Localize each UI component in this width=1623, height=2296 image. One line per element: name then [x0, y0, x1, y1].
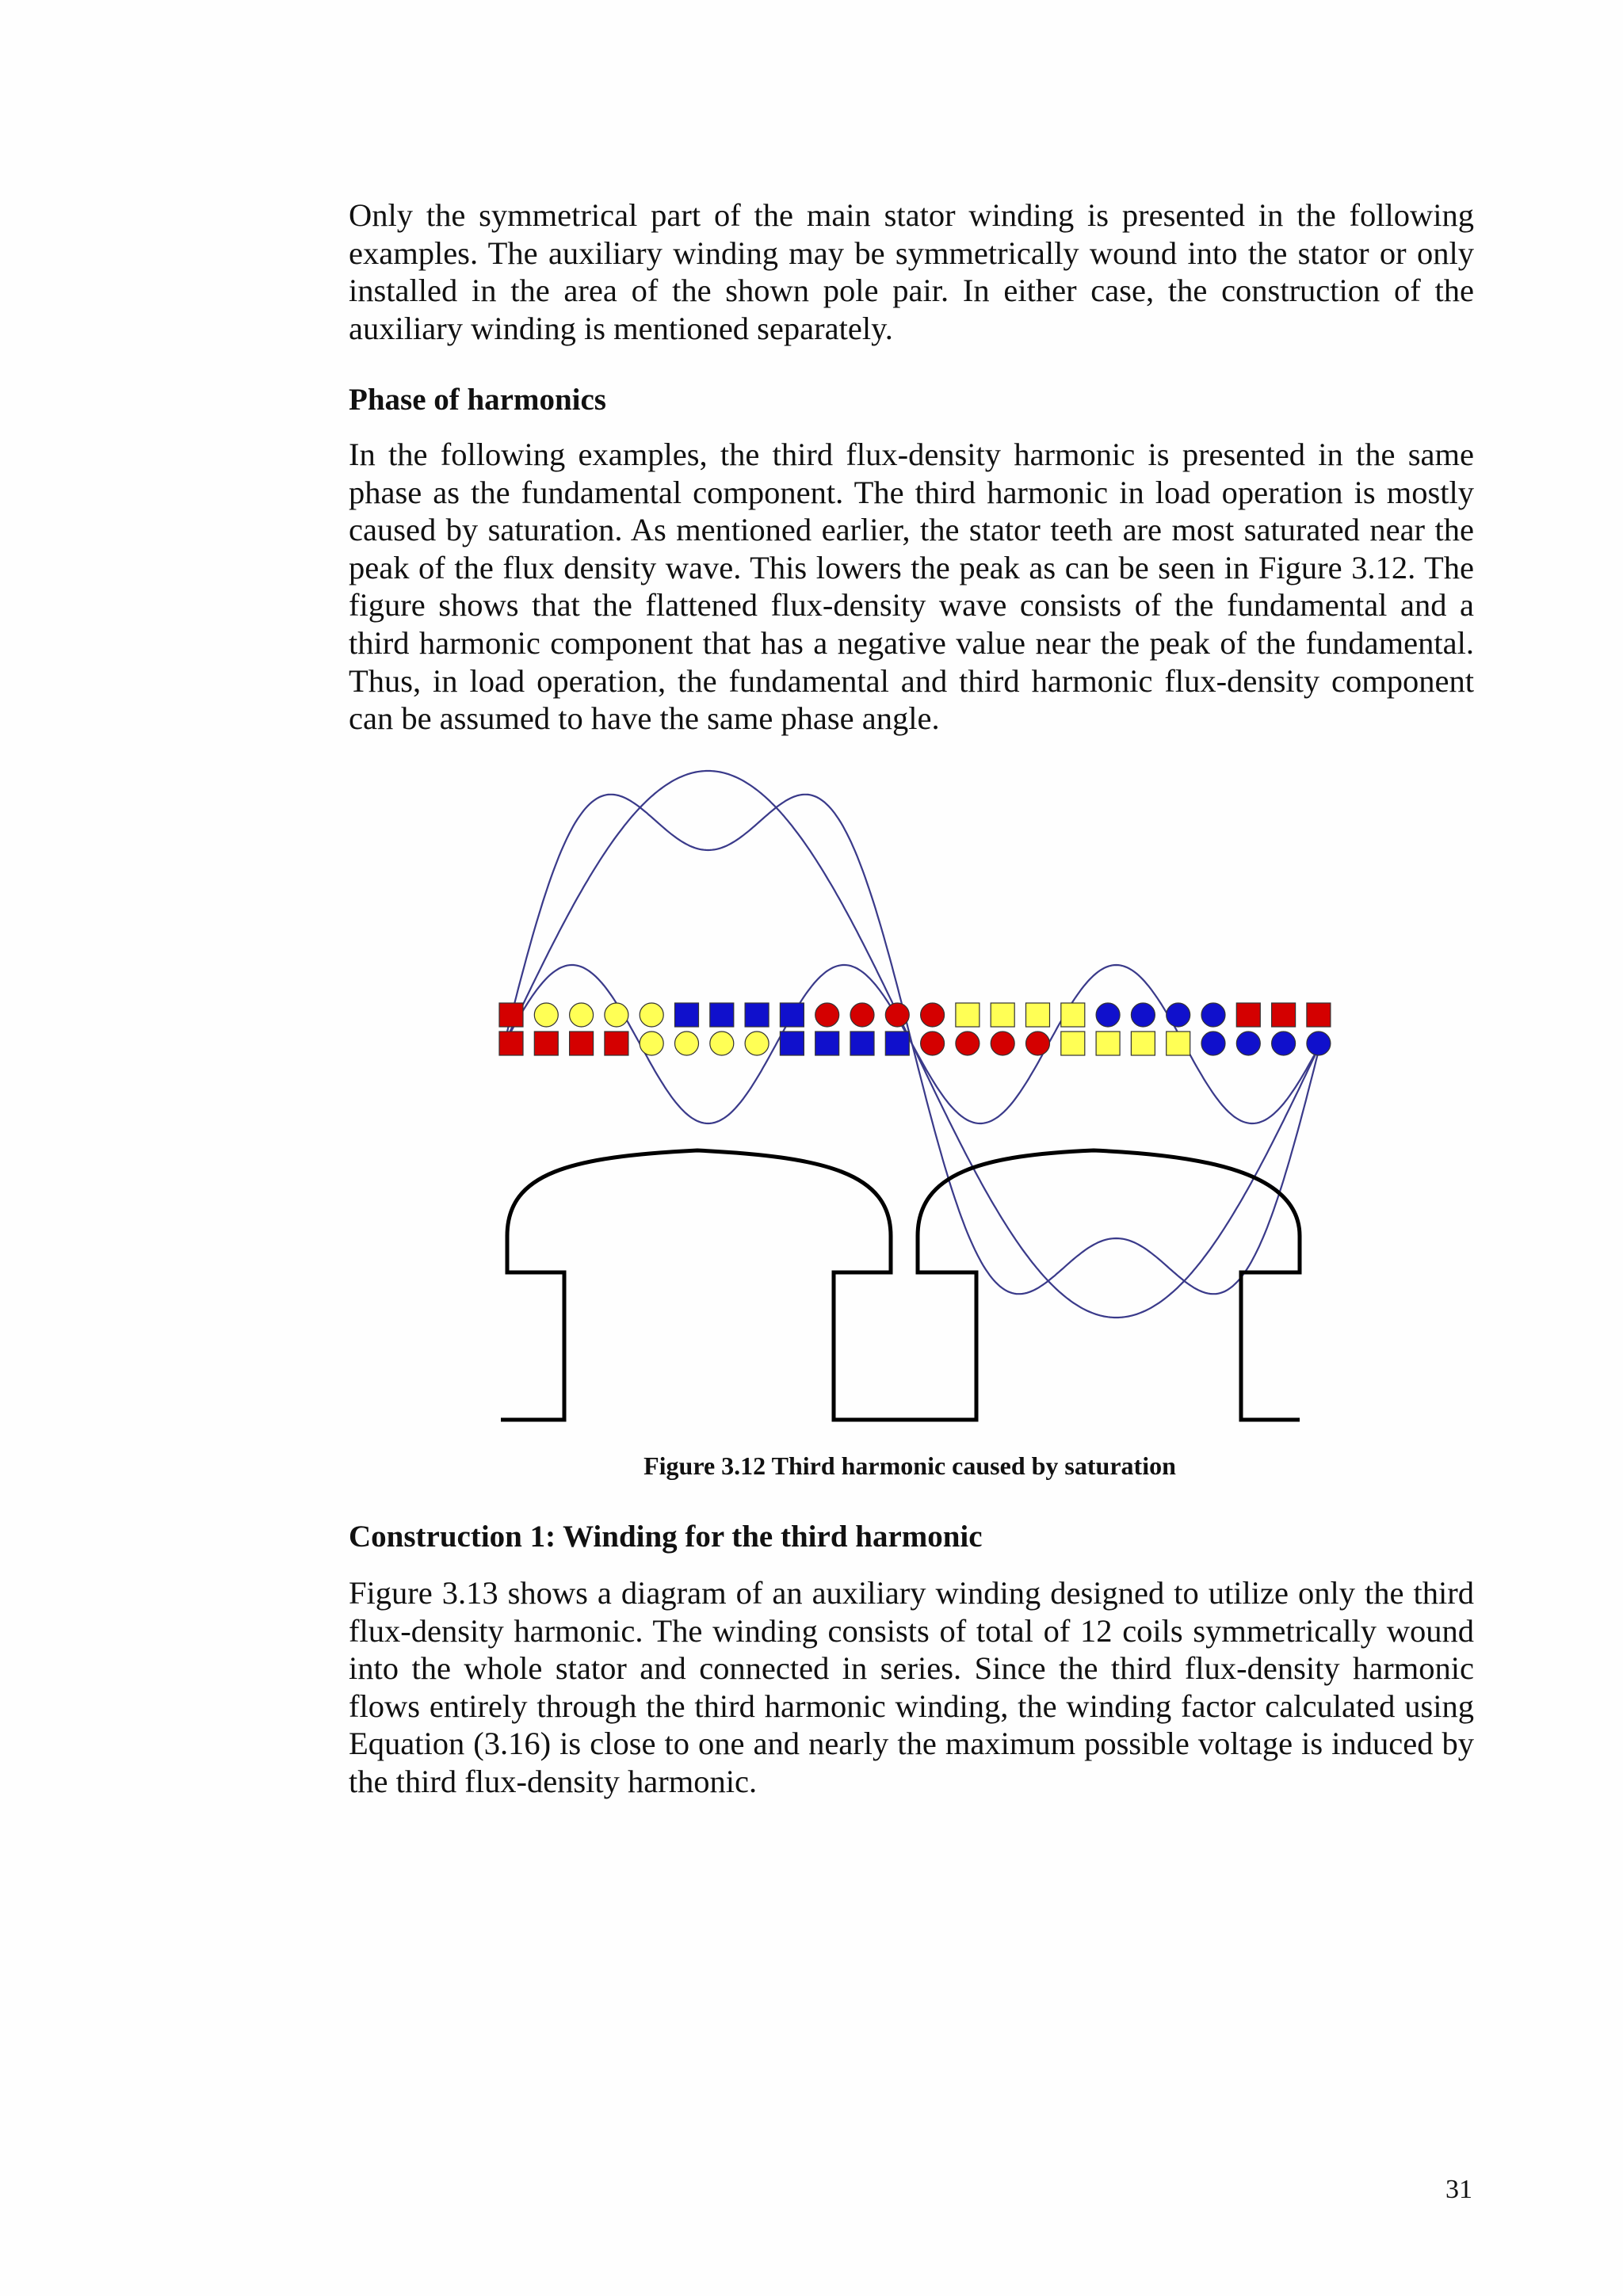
top-slot-blue-circle	[1167, 1003, 1190, 1027]
bottom-slot-red-circle	[991, 1032, 1014, 1055]
top-slot-blue-circle	[1201, 1003, 1225, 1027]
top-slot-red-square	[499, 1003, 523, 1027]
bottom-slot-blue-square	[885, 1032, 909, 1055]
bottom-slot-blue-square	[815, 1032, 839, 1055]
heading-construction-1: Construction 1: Winding for the third harmonic	[349, 1520, 983, 1554]
bottom-slot-red-circle	[921, 1032, 945, 1055]
bottom-slot-yellow-circle	[675, 1032, 699, 1055]
top-slot-blue-square	[675, 1003, 699, 1027]
top-slot-yellow-square	[1061, 1003, 1085, 1027]
top-slot-red-square	[1236, 1003, 1260, 1027]
bottom-slot-blue-circle	[1236, 1032, 1260, 1055]
bottom-slot-blue-square	[850, 1032, 874, 1055]
bottom-slot-red-circle	[956, 1032, 980, 1055]
bottom-slot-red-square	[605, 1032, 628, 1055]
top-slot-red-square	[1307, 1003, 1331, 1027]
bottom-slot-yellow-circle	[710, 1032, 734, 1055]
top-slot-yellow-square	[1026, 1003, 1050, 1027]
bottom-slot-blue-circle	[1201, 1032, 1225, 1055]
bottom-slot-yellow-circle	[745, 1032, 769, 1055]
top-slot-red-circle	[885, 1003, 909, 1027]
top-slot-yellow-circle	[534, 1003, 558, 1027]
top-slot-blue-circle	[1096, 1003, 1120, 1027]
top-slot-blue-square	[780, 1003, 804, 1027]
top-slot-yellow-circle	[570, 1003, 594, 1027]
top-slot-red-circle	[850, 1003, 874, 1027]
bottom-slot-yellow-circle	[640, 1032, 663, 1055]
bottom-slot-yellow-square	[1167, 1032, 1190, 1055]
top-slot-yellow-circle	[605, 1003, 628, 1027]
top-slot-red-square	[1272, 1003, 1296, 1027]
bottom-slot-red-square	[499, 1032, 523, 1055]
bottom-slot-red-square	[570, 1032, 594, 1055]
bottom-slot-red-square	[534, 1032, 558, 1055]
top-slot-red-circle	[921, 1003, 945, 1027]
paragraph-intro: Only the symmetrical part of the main stator winding is presented in the following examples. The auxiliary winding may be symmetrically wound into the stator or only installed in the area of the shown pole pair. In either case, the construction of the auxiliary winding is mentioned separately.	[349, 197, 1474, 346]
top-slot-yellow-square	[956, 1003, 980, 1027]
bottom-slot-yellow-square	[1096, 1032, 1120, 1055]
bottom-slot-blue-square	[780, 1032, 804, 1055]
top-slot-yellow-circle	[640, 1003, 663, 1027]
top-slot-red-circle	[815, 1003, 839, 1027]
top-slot-blue-square	[710, 1003, 734, 1027]
bottom-slot-blue-circle	[1272, 1032, 1296, 1055]
heading-phase-of-harmonics: Phase of harmonics	[349, 383, 606, 417]
top-slot-yellow-square	[991, 1003, 1014, 1027]
bottom-slot-yellow-square	[1061, 1032, 1085, 1055]
bottom-slot-yellow-square	[1131, 1032, 1155, 1055]
top-slot-blue-square	[745, 1003, 769, 1027]
paragraph-construction-1: Figure 3.13 shows a diagram of an auxiliary winding designed to utilize only the third flux-density harmonic. The winding consists of total of 12 coils symmetrically wound into the whole stator and connected in series. Since the third flux-density harmonic flows entirely through the third harmonic winding, the winding factor calculated using Equation (3.16) is close to one and nearly the maximum possible voltage is induced by the third flux-density harmonic.	[349, 1575, 1474, 1799]
figure-caption: Figure 3.12 Third harmonic caused by saturation	[643, 1451, 1176, 1480]
bottom-slot-blue-circle	[1307, 1032, 1331, 1055]
top-slot-blue-circle	[1131, 1003, 1155, 1027]
page-number: 31	[1445, 2175, 1472, 2204]
bottom-slot-red-circle	[1026, 1032, 1050, 1055]
paragraph-phase-of-harmonics: In the following examples, the third flux-density harmonic is presented in the same phase as the fundamental component. The third harmonic in load operation is mostly caused by saturation. As mentioned earlier, the stator teeth are most saturated near the peak of the flux density wave. This lowers the peak as can be seen in Figure 3.12. The figure shows that the flattened flux-density wave consists of the fundamental and a third harmonic component that has a negative value near the peak of the fundamental. Thus, in load operation, the fundamental and third harmonic flux-density component can be assumed to have the same phase angle.	[349, 437, 1474, 737]
